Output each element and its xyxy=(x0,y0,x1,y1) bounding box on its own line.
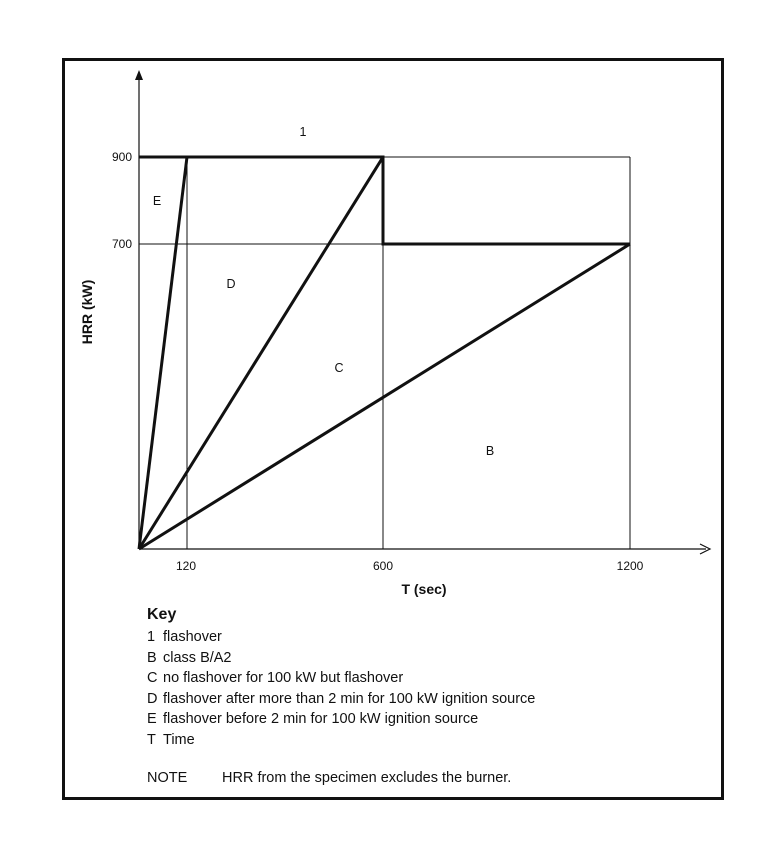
key-item xyxy=(147,689,667,710)
key-item-code: D xyxy=(147,690,158,707)
note-text: HRR from the specimen excludes the burner. xyxy=(222,770,512,786)
region-label-flashover: 1 xyxy=(299,125,307,139)
key-item-code: 1 xyxy=(147,629,156,645)
note-label: NOTE xyxy=(147,770,188,786)
y-tick-700: 700 xyxy=(111,237,132,251)
y-axis-label: HRR (kW) xyxy=(79,279,95,345)
key-item-code: T xyxy=(147,731,156,748)
key-item xyxy=(147,709,667,730)
key-item xyxy=(147,668,667,689)
axes xyxy=(139,78,706,549)
x-axis-label: T (sec) xyxy=(401,581,447,597)
note xyxy=(147,770,511,786)
key-item-text: flashover after more than 2 min for 100 kW ignition source xyxy=(163,690,536,707)
flashover-limit-line xyxy=(139,157,630,244)
boundary-d xyxy=(139,157,383,549)
key-item xyxy=(147,730,667,751)
boundary-lines xyxy=(139,157,630,549)
key-item-code: E xyxy=(147,711,157,727)
key-item-code: B xyxy=(147,649,157,666)
key-item xyxy=(147,648,667,669)
y-tick-900: 900 xyxy=(111,150,132,164)
boundary-e xyxy=(139,157,187,549)
key-title: Key xyxy=(147,606,177,623)
region-label-e: E xyxy=(152,194,162,208)
key-item-text: class B/A2 xyxy=(163,649,232,666)
key-item-text: flashover before 2 min for 100 kW ignition source xyxy=(163,711,479,727)
key-block xyxy=(147,605,667,750)
key-item xyxy=(147,627,667,648)
key-item-text: no flashover for 100 kW but flashover xyxy=(163,670,404,686)
x-tick-120: 120 xyxy=(175,559,197,573)
x-tick-1200: 1200 xyxy=(616,559,644,573)
key-item-text: flashover xyxy=(163,629,222,645)
key-item-text: Time xyxy=(163,731,195,748)
region-label-d: D xyxy=(226,277,236,291)
boundary-b xyxy=(139,244,630,549)
y-axis-arrow xyxy=(135,70,143,80)
key-item-code: C xyxy=(147,670,158,686)
region-label-c: C xyxy=(334,361,344,375)
x-tick-600: 600 xyxy=(372,559,394,573)
region-label-b: B xyxy=(485,444,495,458)
